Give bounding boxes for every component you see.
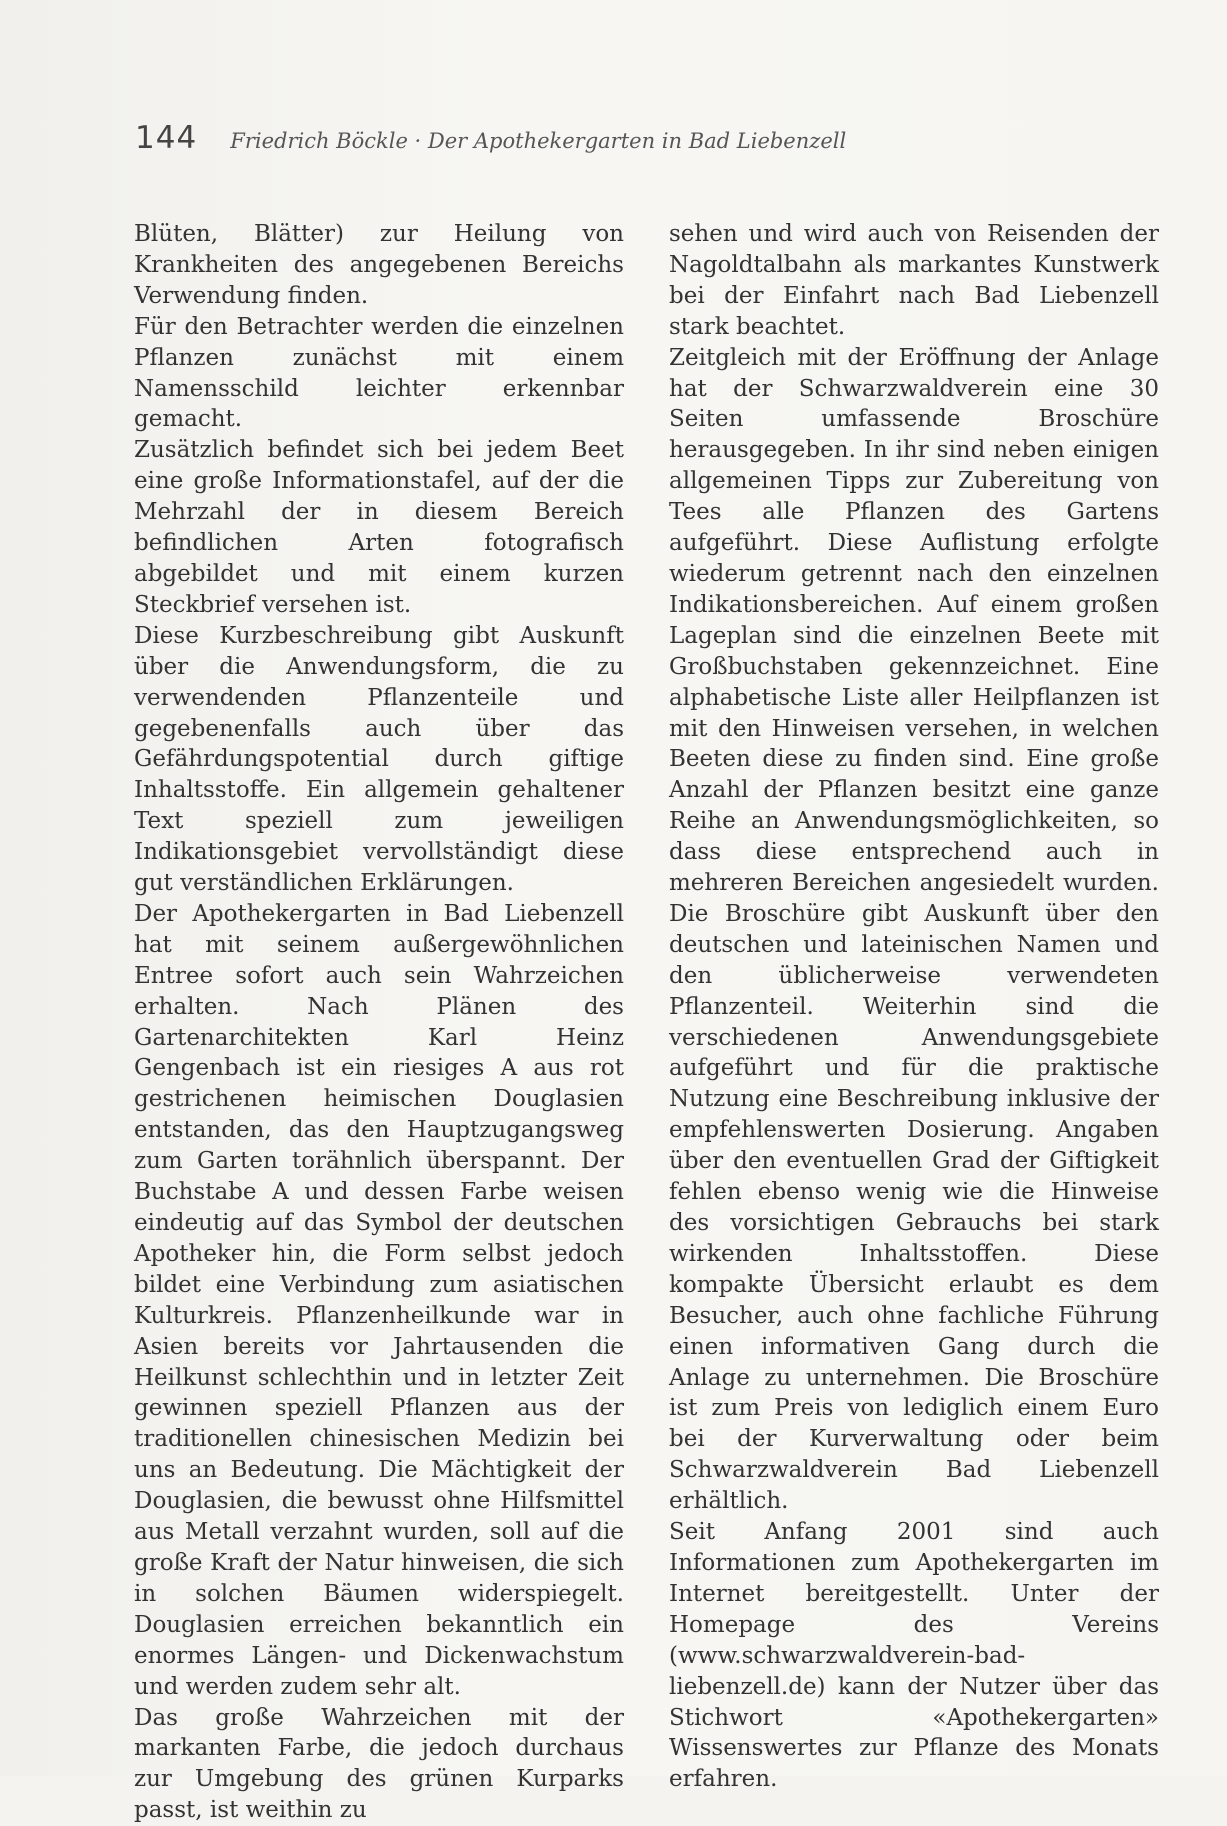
right-text-column xyxy=(669,219,1159,1795)
paragraph: Zeitgleich mit der Eröffnung der Anlage hat der Schwarzwaldverein eine 30 Seiten umfassende Broschüre herausgegeben. In ihr sind neben einigen allgemeinen Tipps zur Zubereitung von Tees alle Pflanzen des Gartens aufgeführt. Diese Auflistung erfolgte wiederum getrennt nach den einzelnen Indikationsbereichen. Auf einem großen Lageplan sind die einzelnen Beete mit Großbuchstaben gekennzeichnet. Eine alphabetische Liste aller Heilpflanzen ist mit den Hinweisen versehen, in welchen Beeten diese zu finden sind. Eine große Anzahl der Pflanzen besitzt eine ganze Reihe an Anwendungsmöglichkeiten, so dass diese entsprechend auch in mehreren Bereichen angesiedelt wurden. Die Broschüre gibt Auskunft über den deutschen und lateinischen Namen und den üblicherweise verwendeten Pflanzenteil. Weiterhin sind die verschiedenen Anwendungsgebiete aufgeführt und für die praktische Nutzung eine Beschreibung inklusive der empfehlenswerten Dosierung. Angaben über den eventuellen Grad der Giftigkeit fehlen ebenso wenig wie die Hinweise des vorsichtigen Gebrauchs bei stark wirkenden Inhaltsstoffen. Diese kompakte Übersicht erlaubt es dem Besucher, auch ohne fachliche Führung einen informativen Gang durch die Anlage zu unternehmen. Die Broschüre ist zum Preis von lediglich einem Euro bei der Kurverwaltung oder beim Schwarzwaldverein Bad Liebenzell erhältlich. xyxy=(669,343,1159,1517)
running-title: Friedrich Böckle · Der Apothekergarten in Bad Liebenzell xyxy=(230,129,846,153)
paragraph: Der Apothekergarten in Bad Liebenzell hat mit seinem außergewöhnlichen Entree sofort auch sein Wahrzeichen erhalten. Nach Plänen des Gartenarchitekten Karl Heinz Gengenbach ist ein riesiges A aus rot gestrichenen heimischen Douglasien entstanden, das den Hauptzugangsweg zum Garten torähnlich überspannt. Der Buchstabe A und dessen Farbe weisen eindeutig auf das Symbol der deutschen Apotheker hin, die Form selbst jedoch bildet eine Verbindung zum asiatischen Kulturkreis. Pflanzenheilkunde war in Asien bereits vor Jahrtausenden die Heilkunst schlechthin und in letzter Zeit gewinnen speziell Pflanzen aus der traditionellen chinesischen Medizin bei uns an Bedeutung. Die Mächtigkeit der Douglasien, die bewusst ohne Hilfsmittel aus Metall verzahnt wurden, soll auf die große Kraft der Natur hinweisen, die sich in solchen Bäumen widerspiegelt. Douglasien erreichen bekanntlich ein enormes Längen- und Dickenwachstum und werden zudem sehr alt. xyxy=(134,899,624,1703)
page-header xyxy=(135,120,1095,160)
paragraph: Blüten, Blätter) zur Heilung von Krankheiten des angegebenen Bereichs Verwendung finden. xyxy=(134,219,624,312)
paragraph: Zusätzlich befindet sich bei jedem Beet eine große Informationstafel, auf der die Mehrzahl der in diesem Bereich befindlichen Arten fotografisch abgebildet und mit einem kurzen Steckbrief versehen ist. xyxy=(134,435,624,620)
page-number: 144 xyxy=(135,120,197,156)
left-text-column xyxy=(134,219,624,1826)
paragraph: Diese Kurzbeschreibung gibt Auskunft über die Anwendungsform, die zu verwendenden Pflanzenteile und gegebenenfalls auch über das Gefährdungspotential durch giftige Inhaltsstoffe. Ein allgemein gehaltener Text speziell zum jeweiligen Indikationsgebiet vervollständigt diese gut verständlichen Erklärungen. xyxy=(134,621,624,899)
paragraph: Seit Anfang 2001 sind auch Informationen zum Apothekergarten im Internet bereitgestellt. Unter der Homepage des Vereins (www.schwarzwaldverein-bad-liebenzell.de) kann der Nutzer über das Stichwort «Apothekergarten» Wissenswertes zur Pflanze des Monats erfahren. xyxy=(669,1517,1159,1795)
paragraph: Das große Wahrzeichen mit der markanten Farbe, die jedoch durchaus zur Umgebung des grünen Kurparks passt, ist weithin zu xyxy=(134,1703,624,1826)
paragraph: sehen und wird auch von Reisenden der Nagoldtalbahn als markantes Kunstwerk bei der Einfahrt nach Bad Liebenzell stark beachtet. xyxy=(669,219,1159,343)
paragraph: Für den Betrachter werden die einzelnen Pflanzen zunächst mit einem Namensschild leichter erkennbar gemacht. xyxy=(134,312,624,436)
